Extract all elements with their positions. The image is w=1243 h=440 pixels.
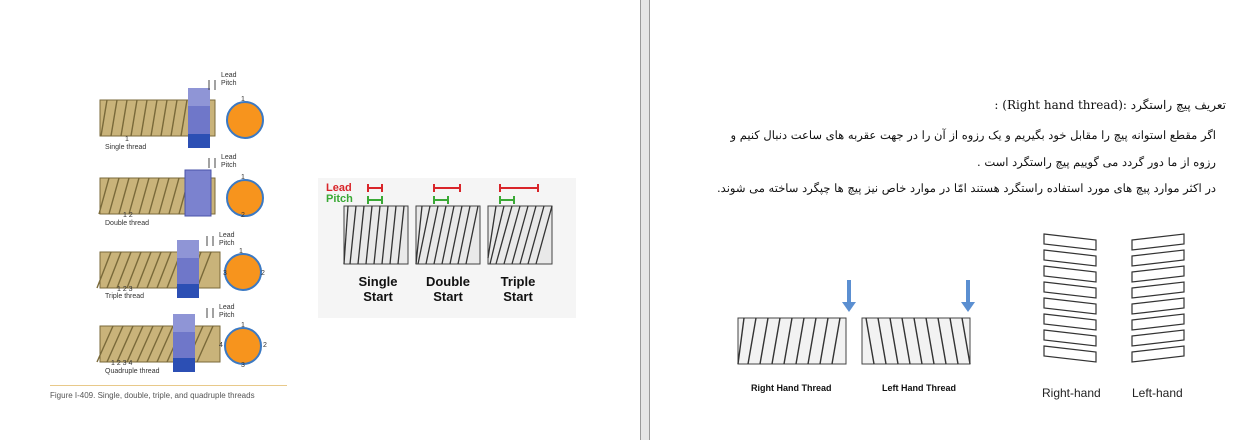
start-figure (318, 178, 576, 318)
circle-number: 1 (239, 248, 243, 255)
left-hand-spring-label: Left-hand (1132, 386, 1183, 400)
circle-number: 3 (241, 362, 245, 369)
page-edge-line (640, 0, 641, 440)
springs-drawing (1040, 228, 1190, 378)
circle-number: 2 (263, 342, 267, 349)
lead-label: Lead (219, 304, 235, 311)
pitch-label: Pitch (219, 240, 235, 247)
single-start-label: Single Start (358, 274, 398, 304)
start-marks: 1 2 (123, 212, 133, 219)
right-hand-thread-label: Right Hand Thread (751, 383, 832, 393)
pitch-label: Pitch (219, 312, 235, 319)
start-pitch-label: Pitch (326, 193, 353, 205)
lead-label: Lead (221, 72, 237, 79)
row-label: Quadruple thread (105, 368, 160, 375)
hand-thread-drawing (736, 280, 986, 370)
circle-number: 2 (261, 270, 265, 277)
right-page (650, 0, 1243, 440)
row-label: Triple thread (105, 293, 145, 300)
circle-number: 1 (241, 174, 245, 181)
circle-number: 1 (241, 322, 245, 329)
left-hand-thread-label: Left Hand Thread (882, 383, 957, 393)
paragraph-line: اگر مقطع استوانه پیچ را مقابل خود بگیریم و یک رزوه از آن را در جهت عقربه های ساعت دنبال کنیم و (730, 128, 1216, 142)
paragraph-line: رزوه از ما دور گردد می گوییم پیچ راستگرد است . (977, 155, 1216, 169)
row-label: Single thread (105, 144, 147, 151)
start-screws-drawing (318, 178, 576, 278)
circle-number: 4 (219, 342, 223, 349)
thread-row-triple (95, 232, 295, 312)
circle-number: 2 (241, 212, 245, 219)
start-marks: 1 2 3 (117, 286, 133, 293)
figure-caption: Figure I-409. Single, double, triple, and quadruple threads (50, 391, 255, 400)
thread-row-single (95, 70, 295, 150)
right-hand-spring-label: Right-hand (1042, 386, 1101, 400)
thread-row-quadruple (95, 302, 295, 382)
pitch-label: Pitch (221, 80, 237, 87)
lead-label: Lead (219, 232, 235, 239)
triple-start-label: Triple Start (500, 274, 536, 304)
lead-label: Lead (221, 154, 237, 161)
row-label: Double thread (105, 220, 149, 227)
section-heading: تعریف پیچ راستگرد :(Right hand thread) : (994, 98, 1226, 112)
start-marks: 1 2 3 4 (111, 360, 133, 367)
pitch-label: Pitch (221, 162, 237, 169)
start-marks: 1 (125, 136, 129, 143)
start-lead-label: Lead (326, 182, 352, 194)
thread-figure (95, 70, 295, 400)
double-start-label: Double Start (425, 274, 471, 304)
circle-number: 1 (241, 96, 245, 103)
paragraph-line: در اکثر موارد پیچ های مورد استفاده راستگرد هستند امّا در موارد خاص نیز پیچ ها چپگرد ساخته می شوند. (717, 181, 1216, 195)
triple-thread-drawing (95, 232, 295, 312)
thread-row-double (95, 154, 295, 234)
caption-rule (50, 385, 287, 386)
circle-number: 3 (223, 270, 227, 277)
